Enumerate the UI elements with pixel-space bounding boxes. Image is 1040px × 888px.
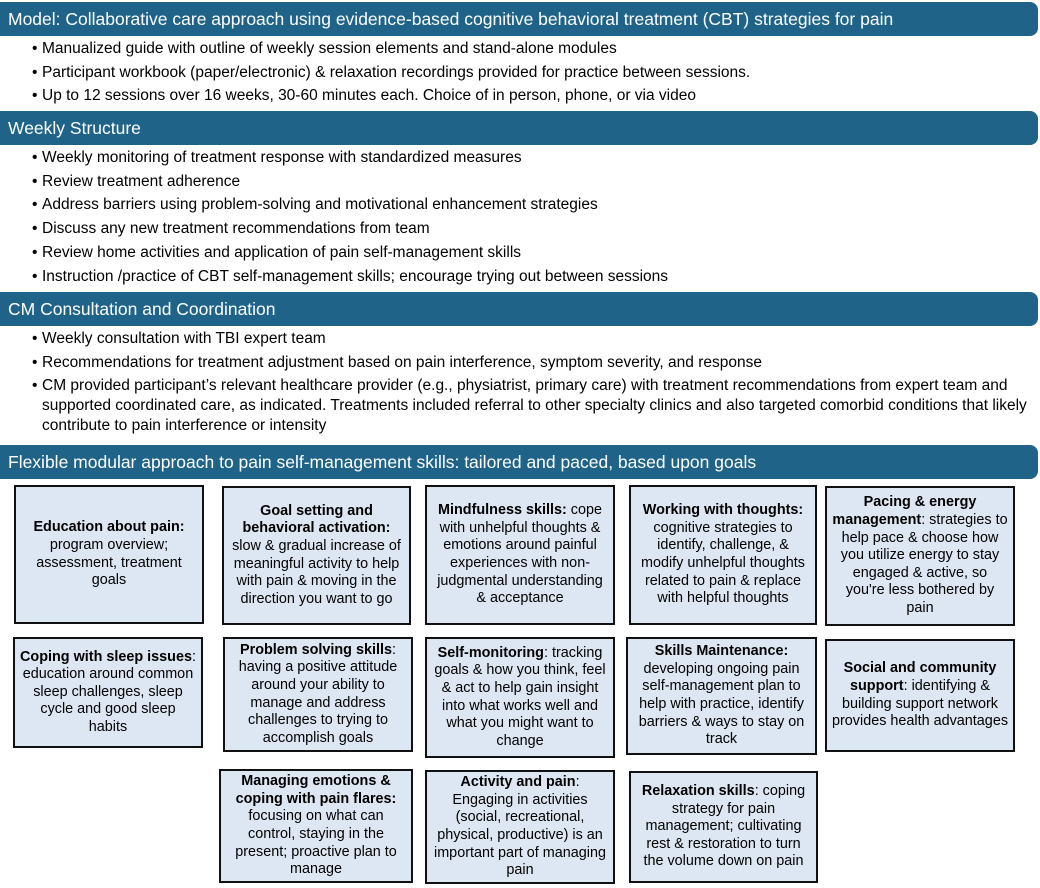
module-text: slow & gradual increase of meaningful activity to help with pain & moving in the direction you want to go: [232, 537, 401, 607]
module-text: : having a positive attitude around your ability to manage and address challenges to trying to accomplish goals: [238, 641, 398, 746]
module-title: Self-monitoring: [437, 644, 544, 661]
section-header-cm-consultation: CM Consultation and Coordination: [0, 292, 1038, 326]
module-goal-setting: [222, 486, 411, 625]
module-coping-with-sleep: [13, 637, 203, 748]
list-item: • Weekly monitoring of treatment response with standardized measures: [34, 146, 1034, 170]
module-relaxation-skills: [629, 771, 818, 883]
weekly-bullet-list: [34, 146, 1034, 288]
module-title: Goal setting and behavioral activation:: [242, 502, 391, 537]
section-header-flexible-modular: Flexible modular approach to pain self-management skills: tailored and paced, based upon goals: [0, 445, 1038, 479]
module-self-monitoring: [425, 637, 615, 758]
list-item: • Instruction /practice of CBT self-management skills; encourage trying out between sessions: [34, 265, 1034, 289]
list-item: • Review home activities and application of pain self-management skills: [34, 241, 1034, 265]
module-social-community-support: [825, 639, 1015, 752]
list-item: • CM provided participant’s relevant healthcare provider (e.g., physiatrist, primary care) with treatment recommendations from expert team and supported coordinated care, as indicated. Treatments included referral to other specialty clinics and also targeted comorbid conditions that likely contribute to pain interference or intensity: [34, 376, 1034, 436]
module-title: Activity and pain: [460, 774, 576, 791]
module-text: : identifying & building support network provides health advantages: [832, 677, 1009, 730]
module-education-about-pain: [14, 485, 204, 624]
section-header-weekly-structure: Weekly Structure: [0, 111, 1038, 145]
list-item: • Weekly consultation with TBI expert team: [34, 329, 1034, 349]
list-item: • Participant workbook (paper/electronic) & relaxation recordings provided for practice between sessions.: [34, 61, 1034, 85]
list-item: • Address barriers using problem-solving and motivational enhancement strategies: [34, 193, 1034, 217]
module-title: Social and community support: [843, 660, 997, 694]
list-item: • Recommendations for treatment adjustment based on pain interference, symptom severity, and response: [34, 353, 1034, 373]
module-title: Managing emotions & coping with pain flares:: [235, 773, 397, 807]
module-working-with-thoughts: [629, 485, 817, 625]
cm-bullet-list: [34, 329, 1034, 440]
module-title: Working with thoughts:: [642, 502, 804, 519]
module-pacing-energy: [825, 486, 1015, 626]
module-text: cope with unhelpful thoughts & emotions around painful experiences with non-judgmental understanding & acceptance: [437, 502, 603, 607]
module-title: Relaxation skills: [641, 783, 755, 800]
list-item: • Manualized guide with outline of weekly session elements and stand-alone modules: [34, 37, 1034, 61]
module-text: : strategies to help pace & choose how you utilize energy to stay engaged & active, so you're less bothered by pain: [840, 512, 1008, 616]
module-managing-emotions: [219, 769, 413, 883]
module-skills-maintenance: [626, 637, 817, 755]
module-text: : Engaging in activities (social, recreational, physical, productive) is an important part of managing pain: [434, 774, 606, 879]
module-text: : education around common sleep challenges, sleep cycle and good sleep habits: [22, 648, 196, 735]
module-title: Problem solving skills: [240, 641, 392, 658]
module-text: program overview; assessment, treatment goals: [36, 536, 182, 589]
module-text: cognitive strategies to identify, challenge, & modify unhelpful thoughts related to pain & replace with helpful thoughts: [640, 519, 805, 607]
module-title: Pacing & energy management: [832, 494, 977, 529]
module-text: : tracking goals & how you think, feel & act to help gain insight into what works well and what you might want to change: [434, 644, 606, 749]
module-title: Mindfulness skills:: [438, 502, 567, 519]
module-text: developing ongoing pain self-management plan to help with practice, identify barriers & ways to stay on track: [638, 660, 805, 748]
module-title: Education about pain:: [33, 519, 185, 536]
module-text: : coping strategy for pain management; cultivating rest & restoration to turn the volume down on pain: [643, 783, 806, 870]
section-header-model: Model: Collaborative care approach using evidence-based cognitive behavioral treatment (CBT) strategies for pain: [0, 2, 1038, 36]
module-title: Coping with sleep issues: [20, 648, 192, 665]
model-bullet-list: [34, 37, 1034, 108]
module-activity-and-pain: [425, 770, 615, 884]
module-title: Skills Maintenance:: [654, 643, 789, 660]
module-problem-solving: [223, 637, 413, 752]
list-item: • Up to 12 sessions over 16 weeks, 30-60 minutes each. Choice of in person, phone, or via video: [34, 84, 1034, 108]
list-item: • Discuss any new treatment recommendations from team: [34, 217, 1034, 241]
module-mindfulness-skills: [425, 485, 615, 625]
list-item: • Review treatment adherence: [34, 170, 1034, 194]
module-text: focusing on what can control, staying in the present; proactive plan to manage: [235, 808, 397, 878]
